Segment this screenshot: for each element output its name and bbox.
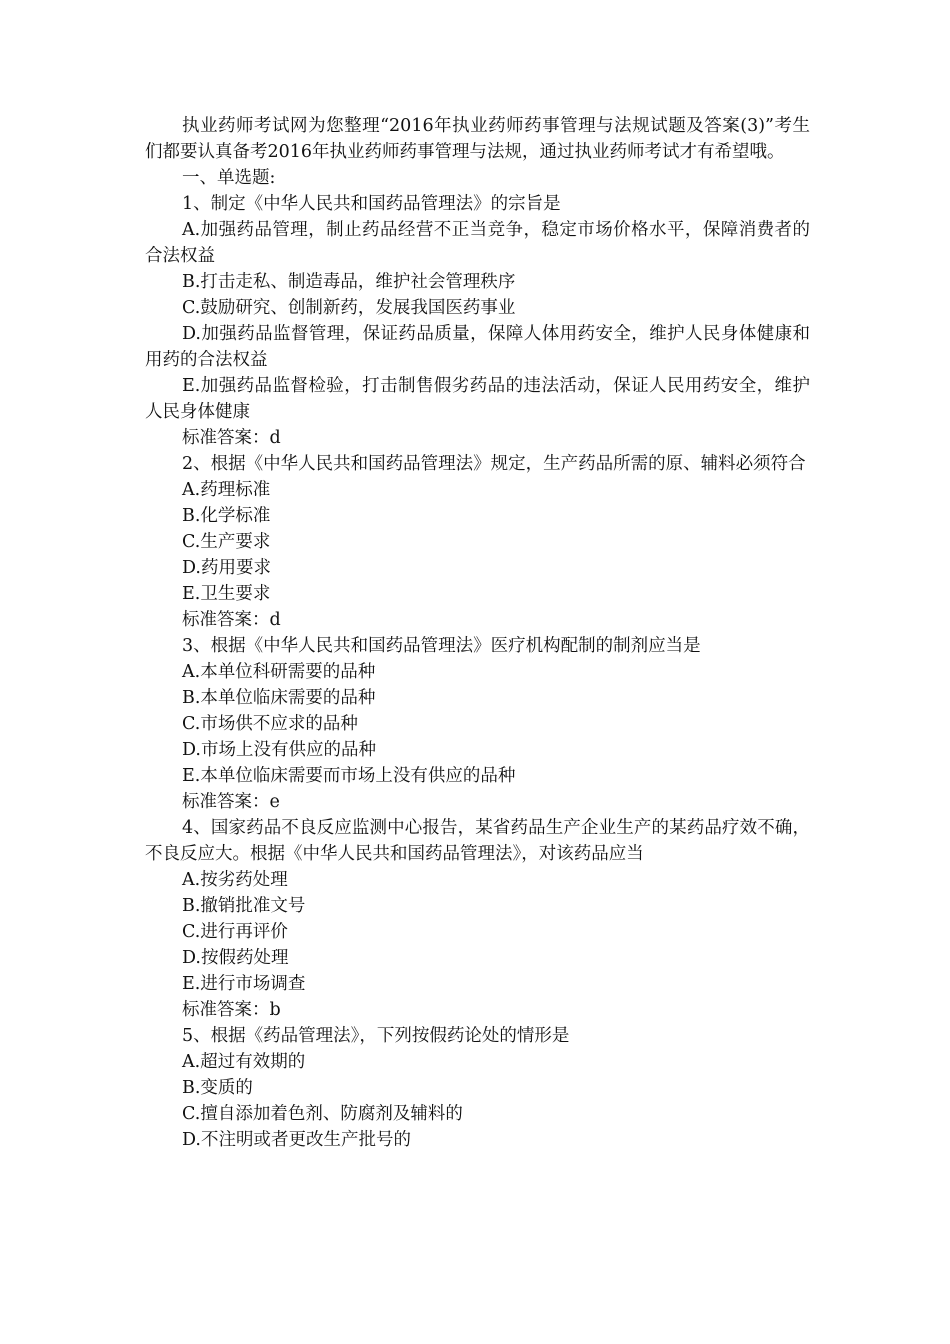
question-stem: 3、根据《中华人民共和国药品管理法》医疗机构配制的制剂应当是: [182, 636, 701, 656]
question-option: D.药用要求: [182, 558, 271, 578]
question-option: E.卫生要求: [182, 584, 271, 604]
question-option: B.撤销批准文号: [182, 896, 306, 916]
question-option: A.加强药品管理，制止药品经营不正当竞争，稳定市场价格水平，保障消费者的合法权益: [145, 220, 810, 266]
document-body: [145, 113, 810, 1153]
question-option: E.进行市场调查: [182, 974, 306, 994]
question-answer: 标准答案：e: [182, 792, 280, 812]
question-option: B.打击走私、制造毒品，维护社会管理秩序: [182, 272, 516, 292]
question-option: D.市场上没有供应的品种: [182, 740, 376, 760]
question-option: D.加强药品监督管理，保证药品质量，保障人体用药安全，维护人民身体健康和用药的合法权益: [145, 324, 810, 370]
question-option: E.本单位临床需要而市场上没有供应的品种: [182, 766, 516, 786]
question-option: B.变质的: [182, 1078, 253, 1098]
question-option: D.按假药处理: [182, 948, 289, 968]
question-option: C.进行再评价: [182, 922, 288, 942]
question-option: A.药理标准: [182, 480, 271, 500]
question-stem: 4、国家药品不良反应监测中心报告，某省药品生产企业生产的某药品疗效不确，不良反应大。根据《中华人民共和国药品管理法》，对该药品应当: [145, 818, 810, 864]
question-option: A.超过有效期的: [182, 1052, 306, 1072]
question-option: C.生产要求: [182, 532, 271, 552]
question-option: C.市场供不应求的品种: [182, 714, 358, 734]
question-stem: 5、根据《药品管理法》，下列按假药论处的情形是: [182, 1026, 570, 1046]
question-option: A.本单位科研需要的品种: [182, 662, 376, 682]
question-stem: 2、根据《中华人民共和国药品管理法》规定，生产药品所需的原、辅料必须符合: [182, 454, 806, 474]
question-option: D.不注明或者更改生产批号的: [182, 1130, 411, 1150]
question-option: C.鼓励研究、创制新药，发展我国医药事业: [182, 298, 516, 318]
question-option: C.擅自添加着色剂、防腐剂及辅料的: [182, 1104, 463, 1124]
question-answer: 标准答案：d: [182, 610, 281, 630]
section-heading: 一、单选题:: [182, 168, 276, 188]
question-option: B.化学标准: [182, 506, 271, 526]
intro-paragraph: 执业药师考试网为您整理“2016年执业药师药事管理与法规试题及答案(3)”考生们都要认真备考2016年执业药师药事管理与法规，通过执业药师考试才有希望哦。: [145, 116, 810, 162]
question-answer: 标准答案：b: [182, 1000, 281, 1020]
question-stem: 1、制定《中华人民共和国药品管理法》的宗旨是: [182, 194, 561, 214]
question-option: E.加强药品监督检验，打击制售假劣药品的违法活动，保证人民用药安全，维护人民身体健康: [145, 376, 810, 422]
question-option: A.按劣药处理: [182, 870, 288, 890]
question-answer: 标准答案：d: [182, 428, 281, 448]
question-option: B.本单位临床需要的品种: [182, 688, 376, 708]
